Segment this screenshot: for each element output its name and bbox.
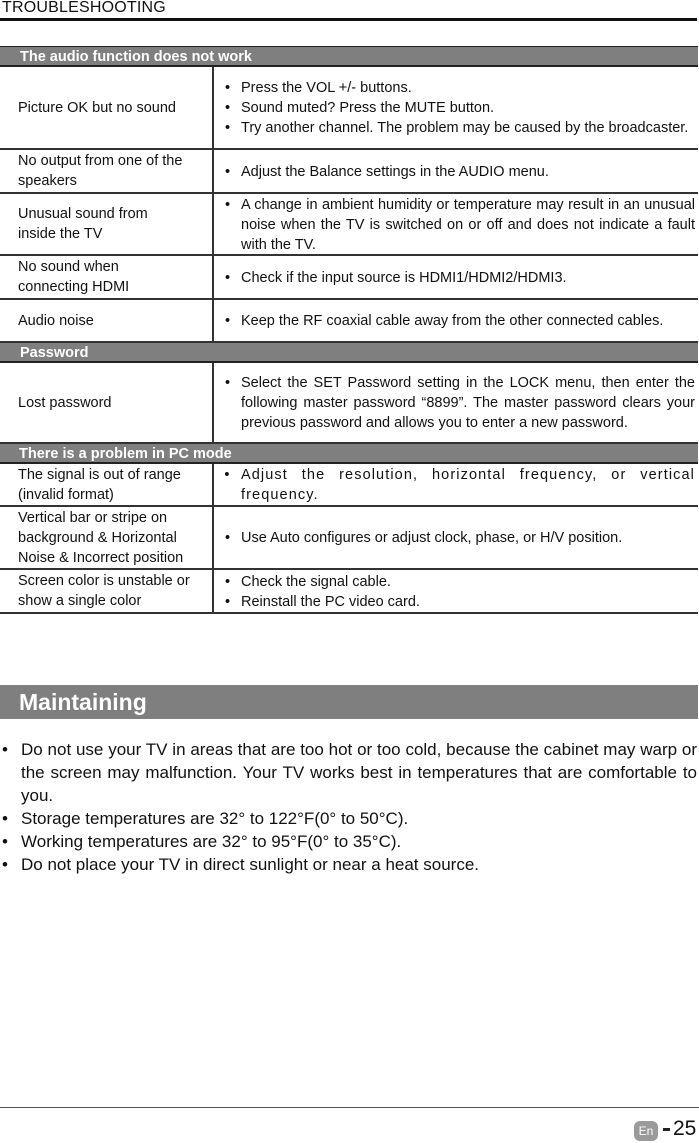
table-row <box>0 507 698 570</box>
bullet-icon: • <box>2 809 8 828</box>
language-badge: En <box>634 1121 658 1141</box>
bullet-icon: • <box>224 163 231 180</box>
solution-item: • A change in ambient humidity or temperature may result in an unusual noise when the TV is switched on or off and does not indicate a fault with the TV. <box>214 195 695 255</box>
section-heading-pc-mode: There is a problem in PC mode <box>0 444 698 464</box>
table-row <box>0 150 698 194</box>
maintaining-heading: Maintaining <box>0 685 698 719</box>
list-item: • Do not place your TV in direct sunlight or near a heat source. <box>2 855 479 874</box>
problem-cell: No output from one of the speakers <box>0 150 214 192</box>
solution-cell <box>214 363 698 442</box>
table-row <box>0 464 698 507</box>
table-row <box>0 194 698 256</box>
solution-item: • Reinstall the PC video card. <box>214 592 695 612</box>
solution-item: • Sound muted? Press the MUTE button. <box>214 98 695 118</box>
table-row <box>0 300 698 343</box>
solution-item: • Press the VOL +/- buttons. <box>214 78 695 98</box>
solution-cell <box>214 194 698 254</box>
footer-rule <box>0 1107 699 1108</box>
bullet-icon: • <box>224 593 231 610</box>
header-rule <box>0 18 697 21</box>
page-number: 25 <box>673 1117 697 1140</box>
solution-item: • Try another channel. The problem may be caused by the broadcaster. <box>214 118 695 138</box>
table-row <box>0 570 698 614</box>
bullet-icon: • <box>224 573 231 590</box>
page-header <box>0 0 699 22</box>
solution-item: • Adjust the Balance settings in the AUDIO menu. <box>214 162 695 182</box>
solution-cell <box>214 507 698 568</box>
page-dash <box>663 1128 670 1131</box>
table-row <box>0 67 698 150</box>
bullet-icon: • <box>224 269 231 286</box>
bullet-icon: • <box>224 196 231 213</box>
maintaining-list <box>0 738 697 876</box>
bullet-icon: • <box>224 375 231 391</box>
problem-cell: Unusual sound from inside the TV <box>0 194 214 254</box>
page-title: TROUBLESHOOTING <box>2 0 166 16</box>
solution-cell <box>214 464 698 505</box>
list-item: • Storage temperatures are 32° to 122°F(0° to 50°C). <box>2 809 409 828</box>
bullet-icon: • <box>224 467 231 483</box>
solution-cell <box>214 67 698 148</box>
problem-cell: No sound when connecting HDMI <box>0 256 214 298</box>
solution-item: • Adjust the resolution, horizontal frequency, or vertical frequency. <box>214 465 695 505</box>
problem-cell: The signal is out of range (invalid format) <box>0 464 214 505</box>
solution-cell <box>214 150 698 192</box>
bullet-icon: • <box>224 80 231 96</box>
solution-cell <box>214 570 698 612</box>
list-item: • Do not use your TV in areas that are too hot or too cold, because the cabinet may warp or the screen may malfunction. Your TV works best in temperatures that are comfortable to you. <box>2 740 697 805</box>
solution-item: • Check if the input source is HDMI1/HDMI2/HDMI3. <box>214 268 695 288</box>
bullet-icon: • <box>2 855 8 874</box>
problem-cell: Lost password <box>0 363 214 442</box>
bullet-icon: • <box>224 313 231 329</box>
section-heading-audio: The audio function does not work <box>0 47 698 67</box>
solution-item: • Keep the RF coaxial cable away from the other connected cables. <box>214 311 695 331</box>
section-heading-password: Password <box>0 343 698 363</box>
troubleshooting-table <box>0 46 698 614</box>
table-row <box>0 256 698 300</box>
bullet-icon: • <box>224 530 231 546</box>
problem-cell: Picture OK but no sound <box>0 67 214 148</box>
bullet-icon: • <box>2 740 8 759</box>
table-row <box>0 363 698 444</box>
solution-item: • Check the signal cable. <box>214 572 695 592</box>
bullet-icon: • <box>224 120 231 136</box>
bullet-icon: • <box>224 100 231 116</box>
list-item: • Working temperatures are 32° to 95°F(0° to 35°C). <box>2 832 402 851</box>
bullet-icon: • <box>2 832 8 851</box>
solution-cell <box>214 256 698 298</box>
solution-item: • Use Auto configures or adjust clock, phase, or H/V position. <box>214 528 695 548</box>
solution-cell <box>214 300 698 341</box>
problem-cell: Screen color is unstable or show a single color <box>0 570 214 612</box>
problem-cell: Vertical bar or stripe on background & Horizontal Noise & Incorrect position <box>0 507 214 568</box>
problem-cell: Audio noise <box>0 300 214 341</box>
solution-item: • Select the SET Password setting in the LOCK menu, then enter the following master password “8899”. The master password clears your previous password and allows you to enter a new password. <box>214 373 695 433</box>
